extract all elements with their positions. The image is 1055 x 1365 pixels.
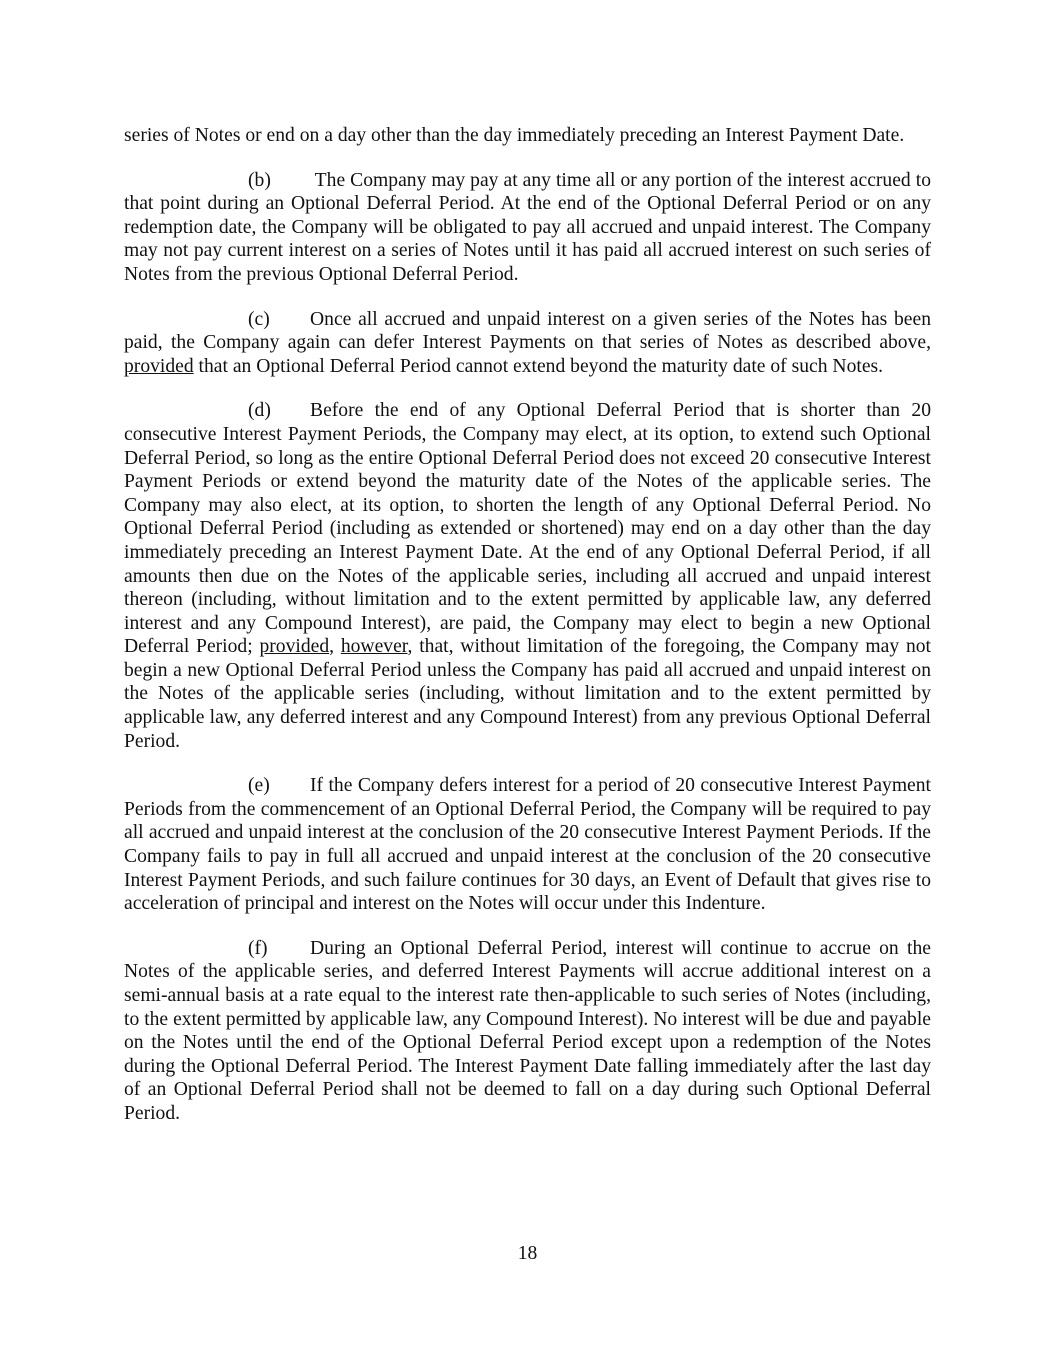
paragraph-f [124,937,931,1126]
paragraph-f-label: (f) [248,937,268,959]
paragraph-intro-text: series of Notes or end on a day other than the day immediately preceding an Interest Payment Date. [124,125,905,146]
paragraph-b-label: (b) [248,169,271,191]
paragraph-c [124,308,931,379]
document-page [124,124,931,1147]
paragraph-c-text-1: Once all accrued and unpaid interest on a given series of the Notes has been paid, the Company again can defer Interest Payments on that series of Notes as described above, [124,308,931,354]
paragraph-d [124,399,931,753]
paragraph-intro [124,124,931,148]
paragraph-d-text-1: Before the end of any Optional Deferral Period that is shorter than 20 consecutive Interest Payment Periods, the Company may elect, at its option, to extend such Optional Deferral Period, so long as the entire Optional Deferral Period does not exceed 20 consecutive Interest Payment Periods or extend beyond the maturity date of the Notes of the applicable series. The Company may also elect, at its option, to shorten the length of any Optional Deferral Period. No Optional Deferral Period (including as extended or shortened) may end on a day other than the day immediately preceding an Interest Payment Date. At the end of any Optional Deferral Period, if all amounts then due on the Notes of the applicable series, including all accrued and unpaid interest thereon (including, without limitation and to the extent permitted by applicable law, any deferred interest and any Compound Interest), are paid, the Company may elect to begin a new Optional Deferral Period; [124,400,931,658]
paragraph-e-label: (e) [248,775,270,797]
paragraph-d-label: (d) [248,400,271,422]
paragraph-d-provided: provided [259,636,330,658]
paragraph-c-label: (c) [248,308,270,330]
paragraph-d-text-2: , [329,636,341,658]
paragraph-d-text-3: , that, without limitation of the foregoing, the Company may not begin a new Optional Deferral Period unless the Company has paid all accrued and unpaid interest on the Notes of the applicable series (including, without limitation and to the extent permitted by applicable law, any deferred interest and any Compound Interest) from any previous Optional Deferral Period. [124,636,932,752]
page-number: 18 [517,1243,538,1264]
paragraph-b-text: The Company may pay at any time all or any portion of the interest accrued to that point during an Optional Deferral Period. At the end of the Optional Deferral Period or on any redemption date, the Company will be obligated to pay all accrued and unpaid interest. The Company may not pay current interest on a series of Notes until it has paid all accrued interest on such series of Notes from the previous Optional Deferral Period. [124,169,931,285]
paragraph-c-text-2: that an Optional Deferral Period cannot extend beyond the maturity date of such Notes. [193,355,884,377]
paragraph-f-text: During an Optional Deferral Period, interest will continue to accrue on the Notes of the applicable series, and deferred Interest Payments will accrue additional interest on a semi-annual basis at a rate equal to the interest rate then-applicable to such series of Notes (including, to the extent permitted by applicable law, any Compound Interest). No interest will be due and payable on the Notes until the end of the Optional Deferral Period except upon a redemption of the Notes during the Optional Deferral Period. The Interest Payment Date falling immediately after the last day of an Optional Deferral Period shall not be deemed to fall on a day during such Optional Deferral Period. [124,937,931,1124]
paragraph-c-provided: provided [124,355,194,377]
paragraph-e-text: If the Company defers interest for a period of 20 consecutive Interest Payment Periods from the commencement of an Optional Deferral Period, the Company will be required to pay all accrued and unpaid interest at the conclusion of the 20 consecutive Interest Payment Periods. If the Company fails to pay in full all accrued and unpaid interest at the conclusion of the 20 consecutive Interest Payment Periods, and such failure continues for 30 days, an Event of Default that gives rise to acceleration of principal and interest on the Notes will occur under this Indenture. [124,775,931,915]
paragraph-b [124,169,931,287]
paragraph-d-however: however [340,636,408,658]
paragraph-e [124,774,931,916]
